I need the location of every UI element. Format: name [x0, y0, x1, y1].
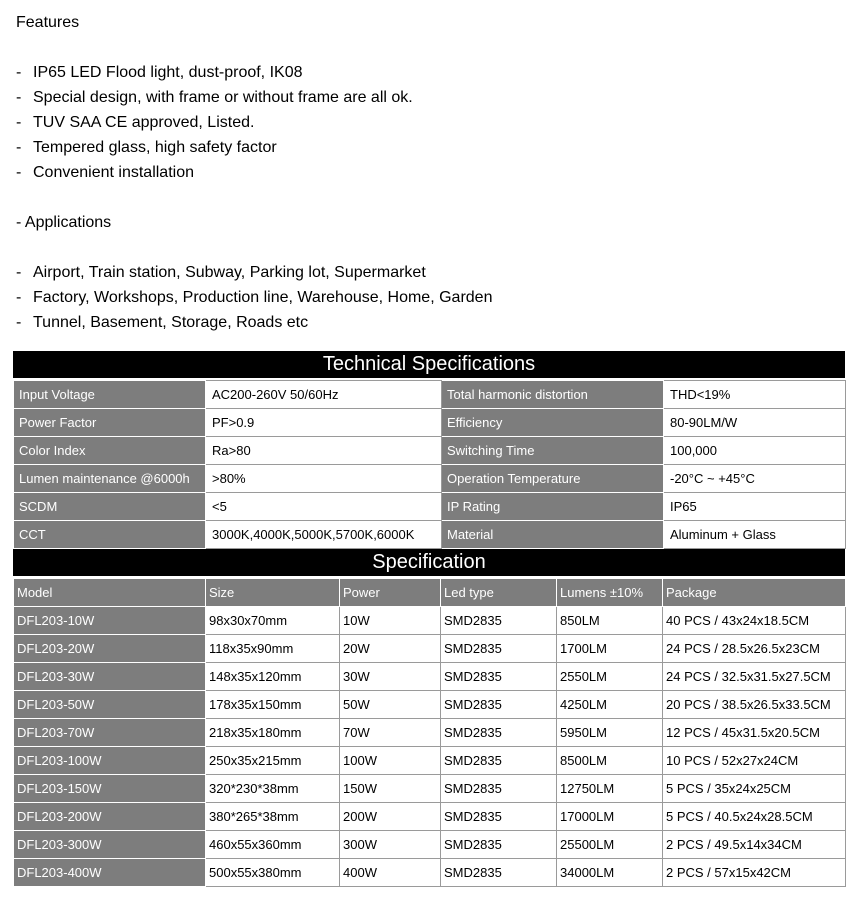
spec-cell: 400W: [340, 859, 441, 887]
spec-row: [14, 803, 846, 831]
tech-spec-value: Aluminum + Glass: [664, 521, 846, 549]
feature-item-text: Convenient installation: [33, 164, 194, 181]
tech-spec-value: Ra>80: [206, 437, 442, 465]
tech-spec-row: [14, 381, 846, 409]
spec-cell: SMD2835: [441, 859, 557, 887]
spec-model-cell: DFL203-30W: [14, 663, 206, 691]
spec-cell: 200W: [340, 803, 441, 831]
spec-cell: 24 PCS / 32.5x31.5x27.5CM: [663, 663, 846, 691]
spec-column-header: Lumens ±10%: [557, 579, 663, 607]
application-item-text: Tunnel, Basement, Storage, Roads etc: [33, 314, 309, 331]
spec-cell: 2 PCS / 57x15x42CM: [663, 859, 846, 887]
spec-model-cell: DFL203-50W: [14, 691, 206, 719]
specification-title: Specification: [13, 549, 845, 578]
spec-cell: SMD2835: [441, 747, 557, 775]
spec-cell: 100W: [340, 747, 441, 775]
spec-cell: 250x35x215mm: [206, 747, 340, 775]
spec-cell: 25500LM: [557, 831, 663, 859]
tech-spec-label: SCDM: [14, 493, 206, 521]
spec-cell: 218x35x180mm: [206, 719, 340, 747]
technical-spec-table: [13, 380, 846, 549]
spec-cell: SMD2835: [441, 691, 557, 719]
spec-model-cell: DFL203-400W: [14, 859, 206, 887]
tech-spec-label: Efficiency: [442, 409, 664, 437]
spec-cell: 850LM: [557, 607, 663, 635]
tech-spec-value: IP65: [664, 493, 846, 521]
tech-spec-label: IP Rating: [442, 493, 664, 521]
spec-cell: 40 PCS / 43x24x18.5CM: [663, 607, 846, 635]
tech-spec-row: [14, 493, 846, 521]
feature-item: - IP65 LED Flood light, dust-proof, IK08: [16, 64, 303, 81]
tech-spec-value: PF>0.9: [206, 409, 442, 437]
spec-cell: 5 PCS / 40.5x24x28.5CM: [663, 803, 846, 831]
spec-cell: 178x35x150mm: [206, 691, 340, 719]
spec-cell: 2 PCS / 49.5x14x34CM: [663, 831, 846, 859]
spec-model-cell: DFL203-100W: [14, 747, 206, 775]
application-item-text: Factory, Workshops, Production line, Warehouse, Home, Garden: [33, 289, 493, 306]
tech-spec-label: Material: [442, 521, 664, 549]
spec-cell: 17000LM: [557, 803, 663, 831]
spec-column-header: Led type: [441, 579, 557, 607]
spec-cell: 12750LM: [557, 775, 663, 803]
spec-cell: 118x35x90mm: [206, 635, 340, 663]
tech-spec-value: <5: [206, 493, 442, 521]
spec-cell: 320*230*38mm: [206, 775, 340, 803]
spec-model-cell: DFL203-20W: [14, 635, 206, 663]
tech-spec-label: Lumen maintenance @6000h: [14, 465, 206, 493]
feature-item-text: IP65 LED Flood light, dust-proof, IK08: [33, 64, 303, 81]
spec-row: [14, 747, 846, 775]
spec-cell: 2550LM: [557, 663, 663, 691]
applications-title: - Applications: [16, 214, 112, 231]
spec-cell: 10W: [340, 607, 441, 635]
spec-cell: 300W: [340, 831, 441, 859]
spec-cell: 20 PCS / 38.5x26.5x33.5CM: [663, 691, 846, 719]
spec-row: [14, 775, 846, 803]
application-item: - Tunnel, Basement, Storage, Roads etc: [16, 314, 309, 331]
spec-cell: SMD2835: [441, 831, 557, 859]
feature-item-text: Special design, with frame or without frame are all ok.: [33, 89, 413, 106]
spec-cell: SMD2835: [441, 803, 557, 831]
spec-cell: 500x55x380mm: [206, 859, 340, 887]
spec-model-cell: DFL203-10W: [14, 607, 206, 635]
spec-cell: 380*265*38mm: [206, 803, 340, 831]
spec-cell: SMD2835: [441, 635, 557, 663]
spec-cell: 30W: [340, 663, 441, 691]
spec-cell: 20W: [340, 635, 441, 663]
tech-spec-row: [14, 465, 846, 493]
spec-header-row: [14, 579, 846, 607]
spec-cell: SMD2835: [441, 607, 557, 635]
spec-column-header: Model: [14, 579, 206, 607]
spec-model-cell: DFL203-150W: [14, 775, 206, 803]
spec-cell: 8500LM: [557, 747, 663, 775]
feature-item-text: Tempered glass, high safety factor: [33, 139, 277, 156]
tech-spec-value: THD<19%: [664, 381, 846, 409]
feature-item: - TUV SAA CE approved, Listed.: [16, 114, 255, 131]
tech-spec-value: 100,000: [664, 437, 846, 465]
spec-row: [14, 635, 846, 663]
tech-spec-value: 3000K,4000K,5000K,5700K,6000K: [206, 521, 442, 549]
feature-item: - Tempered glass, high safety factor: [16, 139, 277, 156]
spec-cell: 4250LM: [557, 691, 663, 719]
application-item-text: Airport, Train station, Subway, Parking lot, Supermarket: [33, 264, 426, 281]
tech-spec-value: 80-90LM/W: [664, 409, 846, 437]
spec-cell: SMD2835: [441, 719, 557, 747]
spec-cell: 70W: [340, 719, 441, 747]
tech-spec-label: CCT: [14, 521, 206, 549]
spec-column-header: Power: [340, 579, 441, 607]
spec-cell: 50W: [340, 691, 441, 719]
features-title: Features: [16, 14, 80, 31]
application-item: - Factory, Workshops, Production line, Warehouse, Home, Garden: [16, 289, 493, 306]
spec-cell: SMD2835: [441, 663, 557, 691]
spec-cell: 5 PCS / 35x24x25CM: [663, 775, 846, 803]
spec-column-header: Package: [663, 579, 846, 607]
spec-cell: 150W: [340, 775, 441, 803]
spec-cell: 1700LM: [557, 635, 663, 663]
tech-spec-label: Switching Time: [442, 437, 664, 465]
tech-spec-label: Color Index: [14, 437, 206, 465]
tech-spec-row: [14, 437, 846, 465]
spec-row: [14, 719, 846, 747]
application-item: - Airport, Train station, Subway, Parking lot, Supermarket: [16, 264, 426, 281]
specification-table: [13, 578, 846, 887]
spec-cell: 5950LM: [557, 719, 663, 747]
spec-model-cell: DFL203-70W: [14, 719, 206, 747]
spec-cell: 12 PCS / 45x31.5x20.5CM: [663, 719, 846, 747]
tech-spec-value: -20°C ~ +45°C: [664, 465, 846, 493]
spec-cell: 24 PCS / 28.5x26.5x23CM: [663, 635, 846, 663]
tech-spec-label: Operation Temperature: [442, 465, 664, 493]
tech-spec-row: [14, 521, 846, 549]
feature-item: - Convenient installation: [16, 164, 194, 181]
tech-spec-label: Input Voltage: [14, 381, 206, 409]
spec-model-cell: DFL203-300W: [14, 831, 206, 859]
spec-row: [14, 663, 846, 691]
feature-item: - Special design, with frame or without frame are all ok.: [16, 89, 413, 106]
spec-model-cell: DFL203-200W: [14, 803, 206, 831]
technical-spec-title: Technical Specifications: [13, 351, 845, 380]
spec-row: [14, 691, 846, 719]
feature-item-text: TUV SAA CE approved, Listed.: [33, 114, 255, 131]
tech-spec-label: Power Factor: [14, 409, 206, 437]
spec-tables: [13, 351, 845, 887]
spec-row: [14, 859, 846, 887]
spec-column-header: Size: [206, 579, 340, 607]
spec-cell: 98x30x70mm: [206, 607, 340, 635]
spec-row: [14, 607, 846, 635]
tech-spec-row: [14, 409, 846, 437]
spec-cell: 460x55x360mm: [206, 831, 340, 859]
tech-spec-value: AC200-260V 50/60Hz: [206, 381, 442, 409]
spec-row: [14, 831, 846, 859]
spec-cell: 34000LM: [557, 859, 663, 887]
spec-cell: SMD2835: [441, 775, 557, 803]
tech-spec-value: >80%: [206, 465, 442, 493]
tech-spec-label: Total harmonic distortion: [442, 381, 664, 409]
spec-cell: 10 PCS / 52x27x24CM: [663, 747, 846, 775]
spec-cell: 148x35x120mm: [206, 663, 340, 691]
